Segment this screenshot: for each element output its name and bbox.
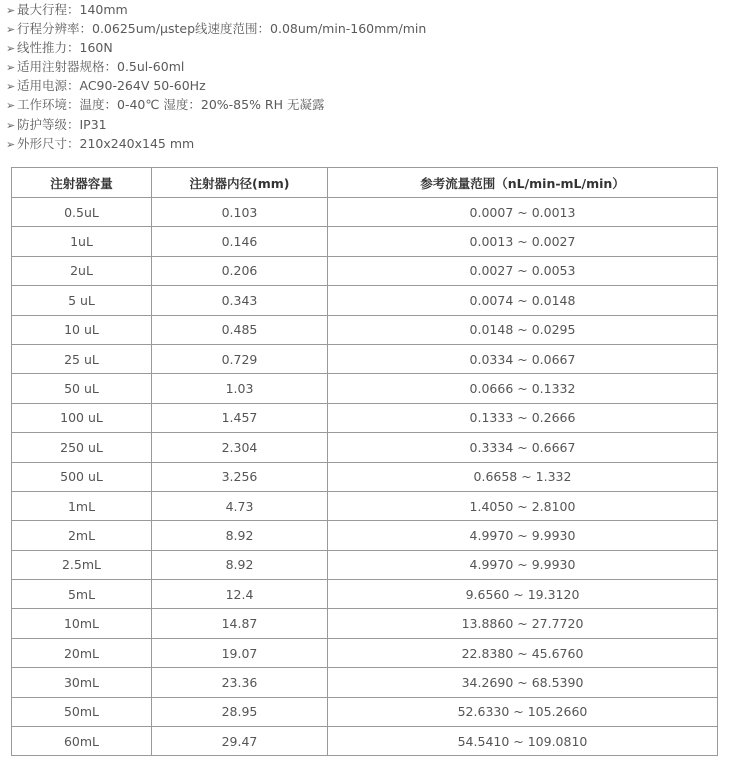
cell-syringe-capacity: 10mL [12,609,152,638]
bullet-arrow-icon: ➢ [6,99,16,113]
table-row [12,521,718,550]
cell-flow-range: 0.3334 ~ 0.6667 [328,433,718,462]
spec-line [6,38,746,57]
cell-flow-range: 13.8860 ~ 27.7720 [328,609,718,638]
bullet-arrow-icon: ➢ [6,137,16,151]
cell-syringe-capacity: 2uL [12,256,152,285]
table-row [12,580,718,609]
cell-inner-diameter: 0.485 [152,315,328,344]
cell-syringe-capacity: 25 uL [12,344,152,373]
bullet-arrow-icon: ➢ [6,61,16,75]
table-row [12,374,718,403]
cell-inner-diameter: 14.87 [152,609,328,638]
table-row [12,286,718,315]
cell-syringe-capacity: 0.5uL [12,198,152,227]
cell-inner-diameter: 0.206 [152,256,328,285]
cell-inner-diameter: 28.95 [152,697,328,726]
spec-text: 外形尺寸：210x240x145 mm [17,135,195,151]
spec-text: 最大行程：140mm [17,2,128,17]
cell-inner-diameter: 23.36 [152,668,328,697]
cell-syringe-capacity: 2.5mL [12,550,152,579]
cell-flow-range: 0.0074 ~ 0.0148 [328,286,718,315]
header-flow-range: 参考流量范围（nL/min-mL/min） [328,168,718,198]
spec-list [6,0,746,153]
cell-syringe-capacity: 1mL [12,491,152,520]
cell-inner-diameter: 19.07 [152,638,328,667]
cell-inner-diameter: 0.103 [152,198,328,227]
spec-line [6,0,746,19]
cell-syringe-capacity: 500 uL [12,462,152,491]
cell-inner-diameter: 2.304 [152,433,328,462]
spec-line [6,76,746,95]
cell-syringe-capacity: 100 uL [12,403,152,432]
header-inner-diameter: 注射器内径(mm) [152,168,328,198]
cell-syringe-capacity: 50mL [12,697,152,726]
cell-flow-range: 4.9970 ~ 9.9930 [328,550,718,579]
cell-flow-range: 54.5410 ~ 109.0810 [328,727,718,756]
table-row [12,198,718,227]
table-row [12,462,718,491]
table-row [12,727,718,756]
bullet-arrow-icon: ➢ [6,118,16,132]
cell-flow-range: 0.1333 ~ 0.2666 [328,403,718,432]
cell-inner-diameter: 4.73 [152,491,328,520]
table-row [12,550,718,579]
table-row [12,638,718,667]
table-row [12,315,718,344]
spec-text: 适用注射器规格：0.5ul-60ml [17,59,185,75]
cell-inner-diameter: 12.4 [152,580,328,609]
spec-text: 适用电源：AC90-264V 50-60Hz [17,78,206,94]
table-row [12,344,718,373]
cell-flow-range: 0.0334 ~ 0.0667 [328,344,718,373]
cell-inner-diameter: 8.92 [152,521,328,550]
table-row [12,227,718,256]
bullet-arrow-icon: ➢ [6,23,16,37]
cell-inner-diameter: 0.729 [152,344,328,373]
spec-text: 防护等级：IP31 [17,116,107,132]
table-body [12,198,718,756]
cell-flow-range: 0.0013 ~ 0.0027 [328,227,718,256]
spec-line [6,57,746,76]
cell-flow-range: 0.0007 ~ 0.0013 [328,198,718,227]
spec-line [6,19,746,38]
cell-syringe-capacity: 60mL [12,727,152,756]
spec-text: 工作环境：温度：0-40℃ 湿度：20%-85% RH 无凝露 [17,97,325,113]
cell-flow-range: 0.0666 ~ 0.1332 [328,374,718,403]
table-header-row [12,168,718,198]
bullet-arrow-icon: ➢ [6,80,16,94]
spec-text: 线性推力：160N [17,40,113,56]
spec-line [6,134,746,153]
header-syringe-capacity: 注射器容量 [12,168,152,198]
table-row [12,256,718,285]
cell-inner-diameter: 29.47 [152,727,328,756]
cell-flow-range: 1.4050 ~ 2.8100 [328,491,718,520]
cell-flow-range: 22.8380 ~ 45.6760 [328,638,718,667]
cell-syringe-capacity: 1uL [12,227,152,256]
cell-inner-diameter: 8.92 [152,550,328,579]
cell-flow-range: 0.6658 ~ 1.332 [328,462,718,491]
cell-syringe-capacity: 5 uL [12,286,152,315]
cell-syringe-capacity: 30mL [12,668,152,697]
cell-flow-range: 52.6330 ~ 105.2660 [328,697,718,726]
cell-flow-range: 0.0148 ~ 0.0295 [328,315,718,344]
cell-flow-range: 34.2690 ~ 68.5390 [328,668,718,697]
spec-line [6,95,746,114]
cell-syringe-capacity: 10 uL [12,315,152,344]
syringe-flow-table [11,167,718,756]
cell-inner-diameter: 3.256 [152,462,328,491]
table-row [12,433,718,462]
cell-flow-range: 0.0027 ~ 0.0053 [328,256,718,285]
spec-text: 行程分辨率：0.0625um/μstep线速度范围：0.08um/min-160mm/min [17,21,427,37]
table-row [12,668,718,697]
table-row [12,697,718,726]
cell-inner-diameter: 0.343 [152,286,328,315]
cell-inner-diameter: 1.457 [152,403,328,432]
table-row [12,403,718,432]
table-row [12,609,718,638]
cell-flow-range: 4.9970 ~ 9.9930 [328,521,718,550]
cell-inner-diameter: 0.146 [152,227,328,256]
cell-flow-range: 9.6560 ~ 19.3120 [328,580,718,609]
bullet-arrow-icon: ➢ [6,4,16,17]
cell-syringe-capacity: 20mL [12,638,152,667]
cell-syringe-capacity: 5mL [12,580,152,609]
syringe-table-container [11,167,717,756]
bullet-arrow-icon: ➢ [6,42,16,56]
cell-inner-diameter: 1.03 [152,374,328,403]
cell-syringe-capacity: 250 uL [12,433,152,462]
spec-line [6,115,746,134]
cell-syringe-capacity: 2mL [12,521,152,550]
cell-syringe-capacity: 50 uL [12,374,152,403]
table-row [12,491,718,520]
